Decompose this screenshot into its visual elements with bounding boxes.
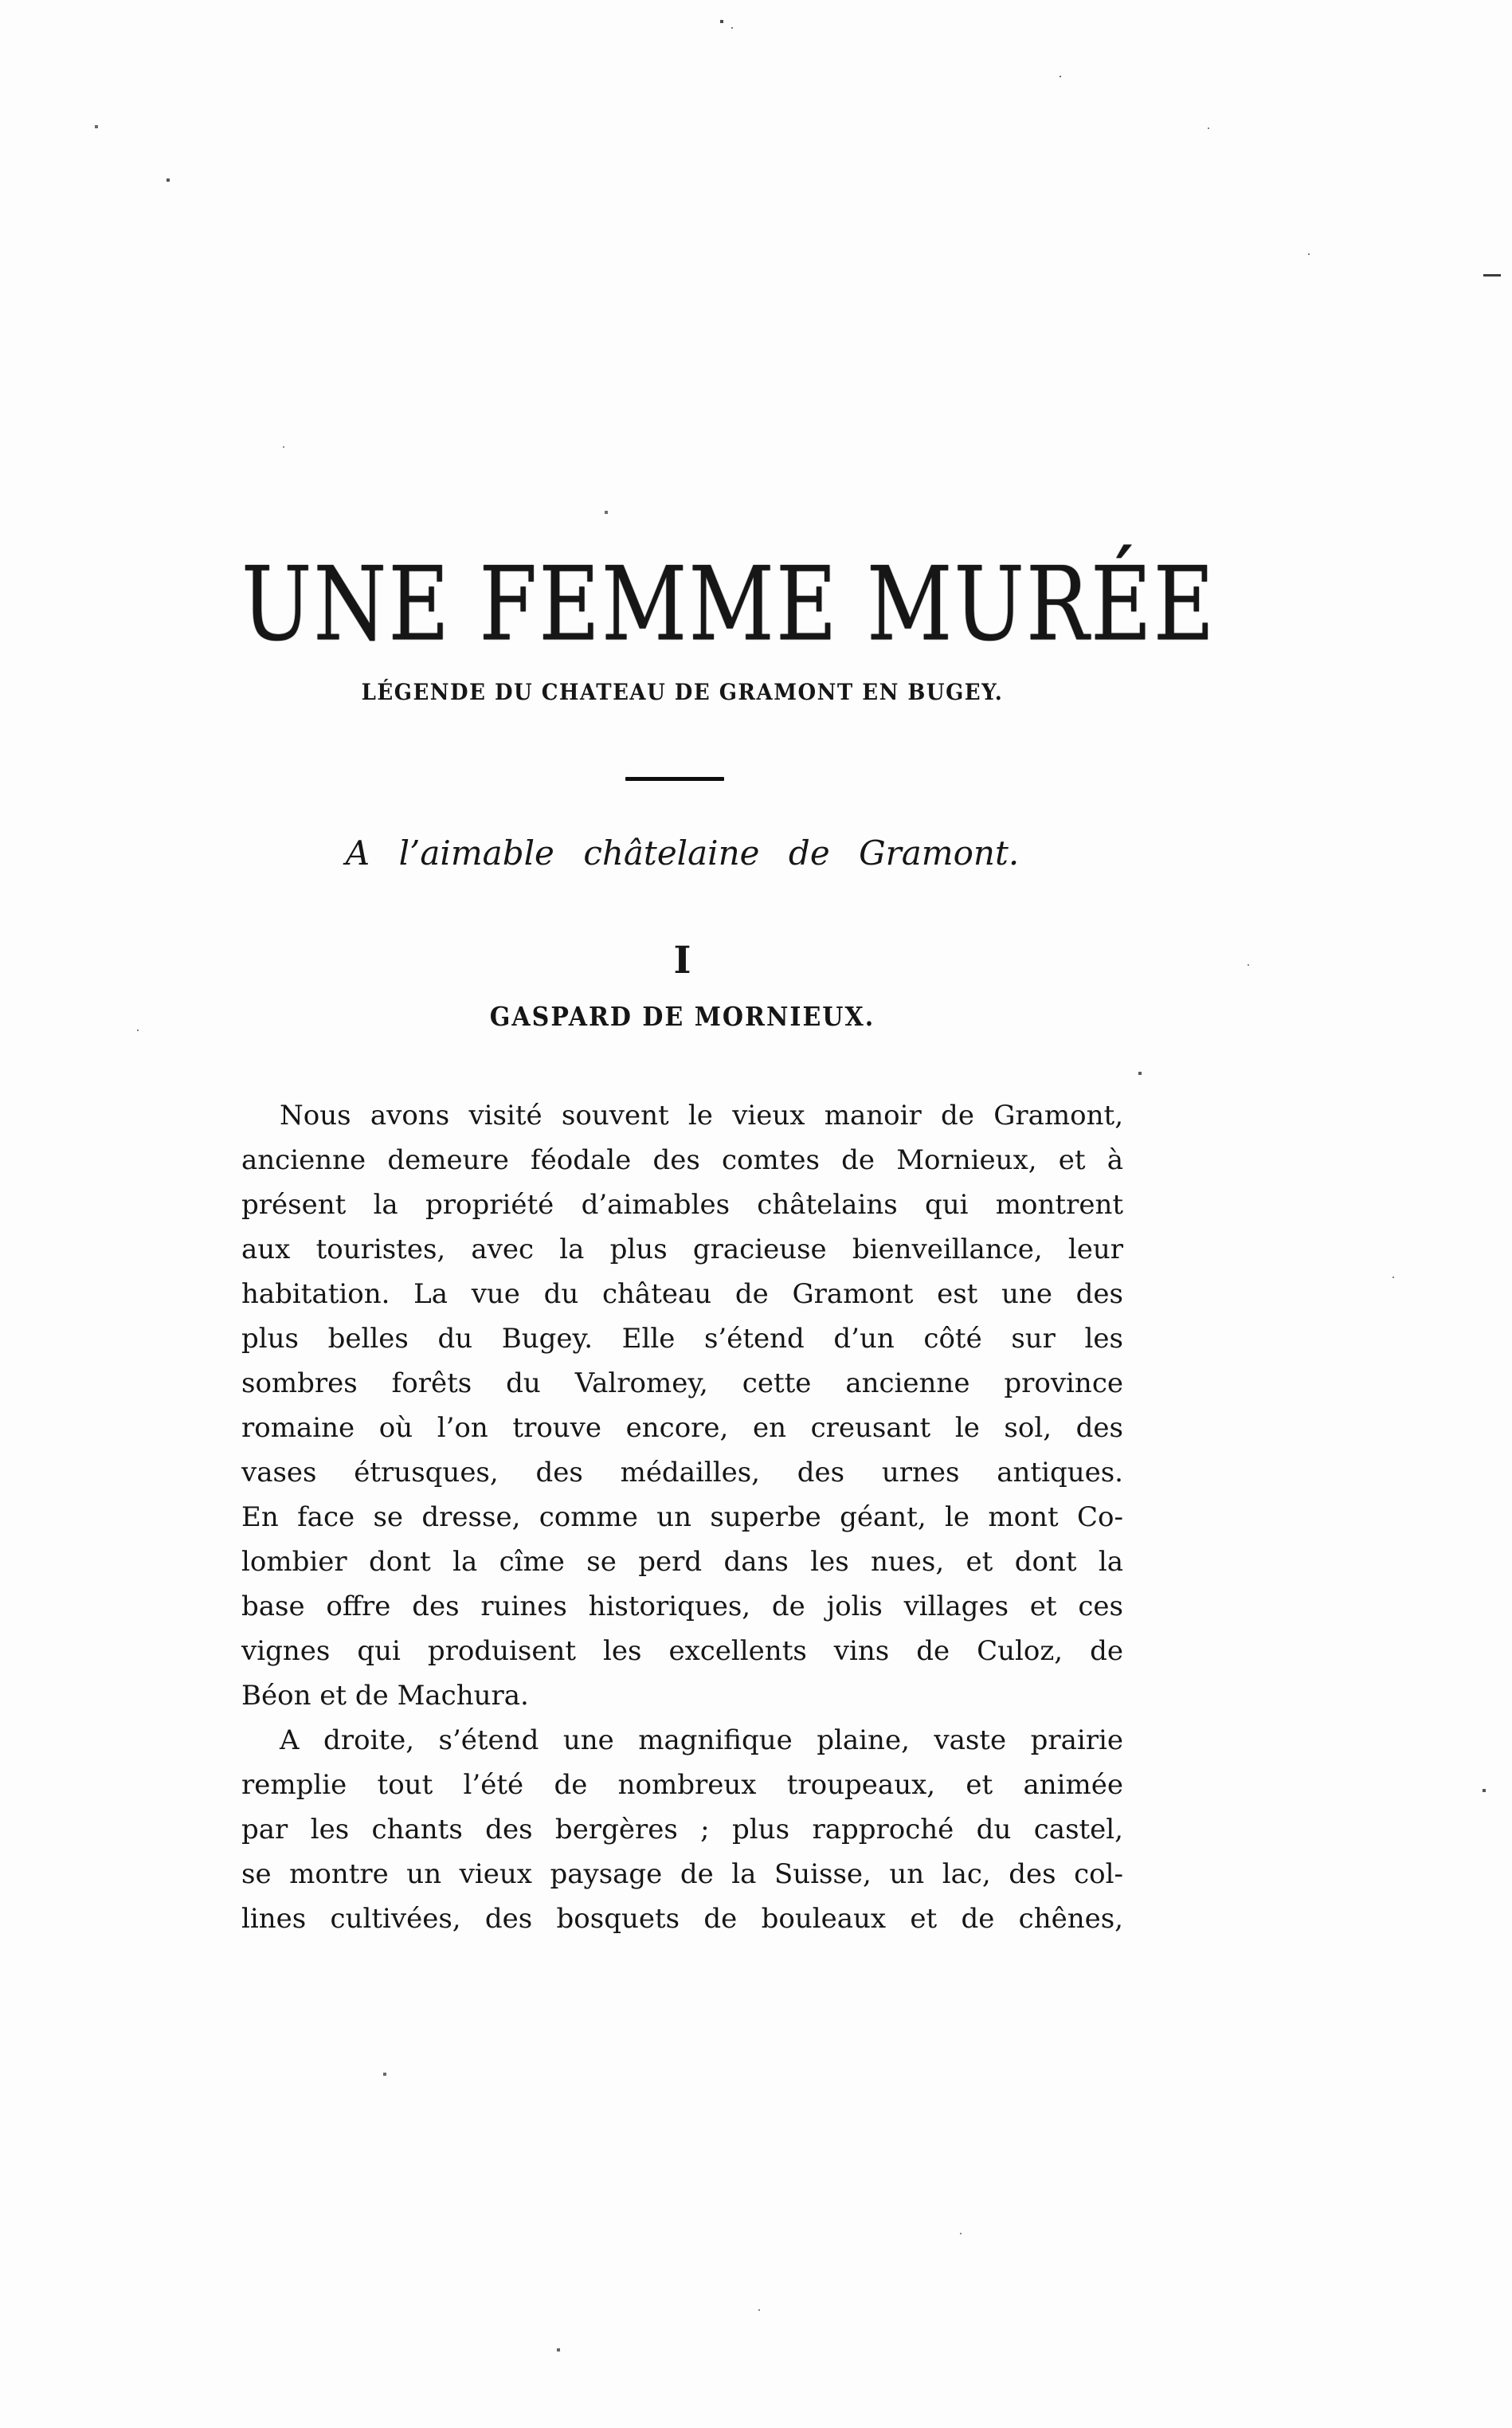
text-line: base offre des ruines historiques, de jolis villages et ces — [241, 1591, 1123, 1622]
text-line: sombres forêts du Valromey, cette ancienne province — [241, 1367, 1123, 1399]
text-line: plus belles du Bugey. Elle s’étend d’un côté sur les — [241, 1323, 1123, 1355]
page-subtitle: LÉGENDE DU CHATEAU DE GRAMONT EN BUGEY. — [361, 680, 1004, 706]
scan-edge-mark — [1483, 274, 1501, 277]
text-line: aux touristes, avec la plus gracieuse bienveillance, leur — [241, 1234, 1123, 1265]
text-line: Nous avons visité souvent le vieux manoir de Gramont, — [280, 1100, 1123, 1132]
text-block — [241, 0, 1216, 2428]
body-paragraphs — [241, 1093, 1123, 1941]
text-line: Béon et de Machura. — [241, 1680, 529, 1712]
divider-rule — [625, 777, 724, 781]
page-title: UNE FEMME MURÉE — [241, 545, 1216, 664]
scan-speck-artifacts — [0, 0, 2, 2]
text-line: lombier dont la cîme se perd dans les nues, et dont la — [241, 1546, 1123, 1578]
text-line: ancienne demeure féodale des comtes de Mornieux, et à — [241, 1144, 1123, 1176]
text-line: présent la propriété d’aimables châtelains qui montrent — [241, 1189, 1123, 1221]
chapter-number: I — [673, 939, 691, 983]
dedication-line: A l’aimable châtelaine de Gramont. — [345, 834, 1020, 873]
text-line: lines cultivées, des bosquets de bouleaux et de chênes, — [241, 1903, 1123, 1935]
text-line: par les chants des bergères ; plus rapproché du castel, — [241, 1814, 1123, 1846]
section-heading: GASPARD DE MORNIEUX. — [489, 1002, 875, 1033]
text-line: habitation. La vue du château de Gramont est une des — [241, 1278, 1123, 1310]
text-line: vases étrusques, des médailles, des urnes antiques. — [241, 1457, 1123, 1489]
text-line: se montre un vieux paysage de la Suisse, un lac, des col- — [241, 1858, 1123, 1890]
text-line: romaine où l’on trouve encore, en creusant le sol, des — [241, 1412, 1123, 1444]
text-line: vignes qui produisent les excellents vins de Culoz, de — [241, 1635, 1123, 1667]
text-line: remplie tout l’été de nombreux troupeaux, et animée — [241, 1769, 1123, 1801]
text-line: A droite, s’étend une magnifique plaine, vaste prairie — [280, 1724, 1123, 1756]
text-line: En face se dresse, comme un superbe géant, le mont Co- — [241, 1501, 1123, 1533]
